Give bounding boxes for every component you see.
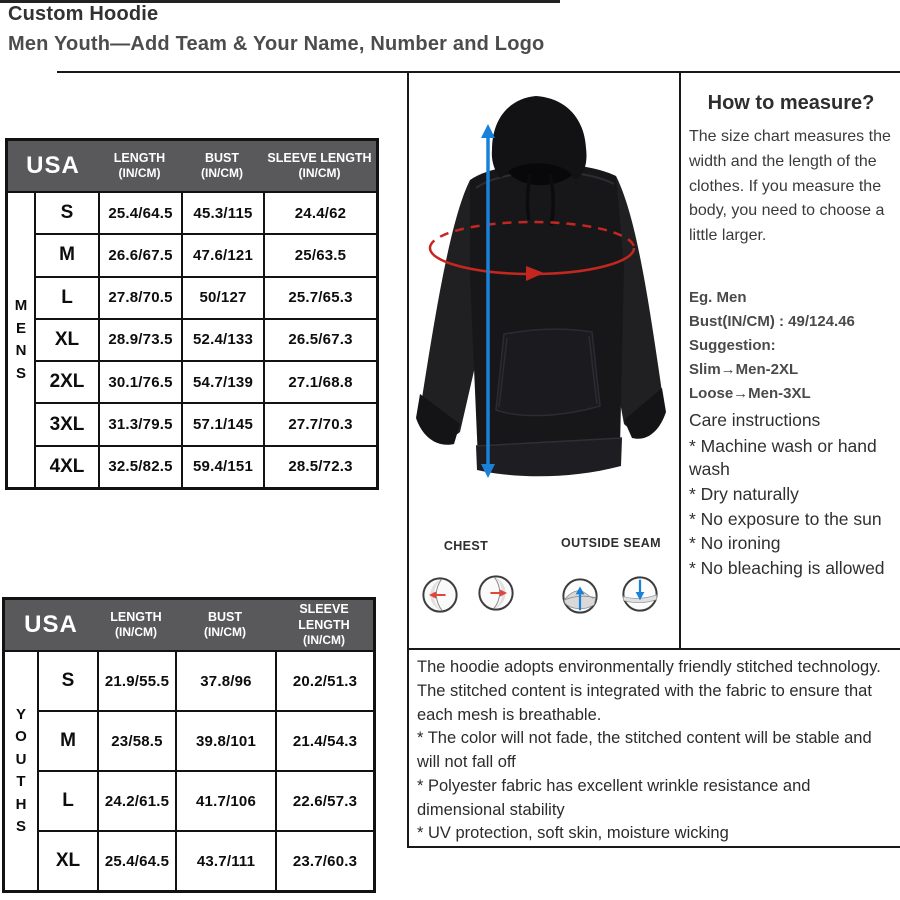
chest-arrow-left-icon bbox=[421, 576, 459, 614]
table-row: XL 25.4/64.5 43.7/111 23.7/60.3 bbox=[39, 830, 373, 890]
table-row: L 24.2/61.5 41.7/106 22.6/57.3 bbox=[39, 770, 373, 830]
care-instructions-heading: Care instructions bbox=[689, 410, 821, 430]
product-description-block bbox=[417, 656, 897, 846]
youths-header-length: LENGTH (IN/CM) bbox=[110, 610, 162, 640]
example-line: Slim→Men-2XL bbox=[689, 361, 799, 378]
mens-size-table bbox=[5, 138, 379, 490]
outside-seam-diagram-label: OUTSIDE SEAM bbox=[561, 536, 661, 550]
product-title: Custom Hoodie bbox=[8, 3, 159, 25]
mid-panel-divider bbox=[679, 71, 681, 650]
how-to-measure-text: The size chart measures the width and the length of the clothes. If you measure the body, you need to choose a little larger. bbox=[689, 128, 891, 245]
care-item: * No ironing bbox=[689, 533, 781, 554]
youths-header-sleeve: SLEEVE LENGTH (IN/CM) bbox=[298, 601, 350, 648]
description-top-border bbox=[407, 648, 900, 650]
mens-header-usa: USA bbox=[26, 152, 80, 179]
product-subtitle: Men Youth—Add Team & Your Name, Number and Logo bbox=[8, 33, 545, 55]
seam-arrow-down-icon bbox=[621, 575, 659, 613]
mens-header-bust: BUST (IN/CM) bbox=[201, 151, 243, 181]
table-row: XL 28.9/73.5 52.4/133 26.5/67.3 bbox=[36, 318, 376, 360]
youths-table-header bbox=[5, 600, 373, 650]
table-row: S 25.4/64.5 45.3/115 24.4/62 bbox=[36, 191, 376, 233]
chest-diagram-label: CHEST bbox=[443, 539, 489, 553]
youths-group-label: YOUTHS bbox=[5, 650, 39, 890]
description-bullet: * The color will not fade, the stitched content will be stable and will not fall off bbox=[417, 729, 872, 771]
seam-arrow-up-icon bbox=[561, 577, 599, 615]
how-to-measure-heading: How to measure? bbox=[707, 92, 875, 114]
size-suggestion-block bbox=[689, 286, 897, 406]
table-row: 2XL 30.1/76.5 54.7/139 27.1/68.8 bbox=[36, 360, 376, 402]
mens-group-label: MENS bbox=[8, 191, 36, 487]
description-bullet: * Polyester fabric has excellent wrinkle resistance and dimensional stability bbox=[417, 776, 811, 819]
care-instructions-block bbox=[689, 409, 897, 581]
example-line: Loose→Men-3XL bbox=[689, 385, 811, 402]
youths-header-usa: USA bbox=[24, 611, 78, 638]
care-item: * No exposure to the sun bbox=[689, 508, 882, 529]
mens-header-sleeve: SLEEVE LENGTH (IN/CM) bbox=[267, 151, 372, 181]
care-item: * Dry naturally bbox=[689, 483, 799, 504]
mens-table-header bbox=[8, 141, 376, 191]
table-row: M 23/58.5 39.8/101 21.4/54.3 bbox=[39, 710, 373, 770]
header-divider bbox=[57, 71, 900, 73]
example-line: Bust(IN/CM) : 49/124.46 bbox=[689, 313, 855, 330]
table-row: S 21.9/55.5 37.8/96 20.2/51.3 bbox=[39, 650, 373, 710]
mens-header-length: LENGTH (IN/CM) bbox=[113, 151, 166, 181]
care-item: * Machine wash or hand wash bbox=[689, 435, 877, 480]
chest-arrow-right-icon bbox=[477, 574, 515, 612]
care-item: * No bleaching is allowed bbox=[689, 557, 885, 578]
hoodie-photo bbox=[408, 76, 678, 522]
description-bottom-border bbox=[407, 846, 900, 848]
example-line: Suggestion: bbox=[689, 337, 776, 354]
table-row: M 26.6/67.5 47.6/121 25/63.5 bbox=[36, 233, 376, 275]
table-row: L 27.8/70.5 50/127 25.7/65.3 bbox=[36, 276, 376, 318]
table-row: 3XL 31.3/79.5 57.1/145 27.7/70.3 bbox=[36, 402, 376, 444]
youths-size-table bbox=[2, 597, 376, 893]
description-intro: The hoodie adopts environmentally friendly stitched technology. The stitched content is integrated with the fabric to ensure that each mesh is breathable. bbox=[417, 658, 881, 724]
youths-header-bust: BUST (IN/CM) bbox=[204, 610, 246, 640]
table-row: 4XL 32.5/82.5 59.4/151 28.5/72.3 bbox=[36, 445, 376, 487]
example-line: Eg. Men bbox=[689, 289, 747, 306]
description-bullet: * UV protection, soft skin, moisture wicking bbox=[417, 824, 729, 843]
